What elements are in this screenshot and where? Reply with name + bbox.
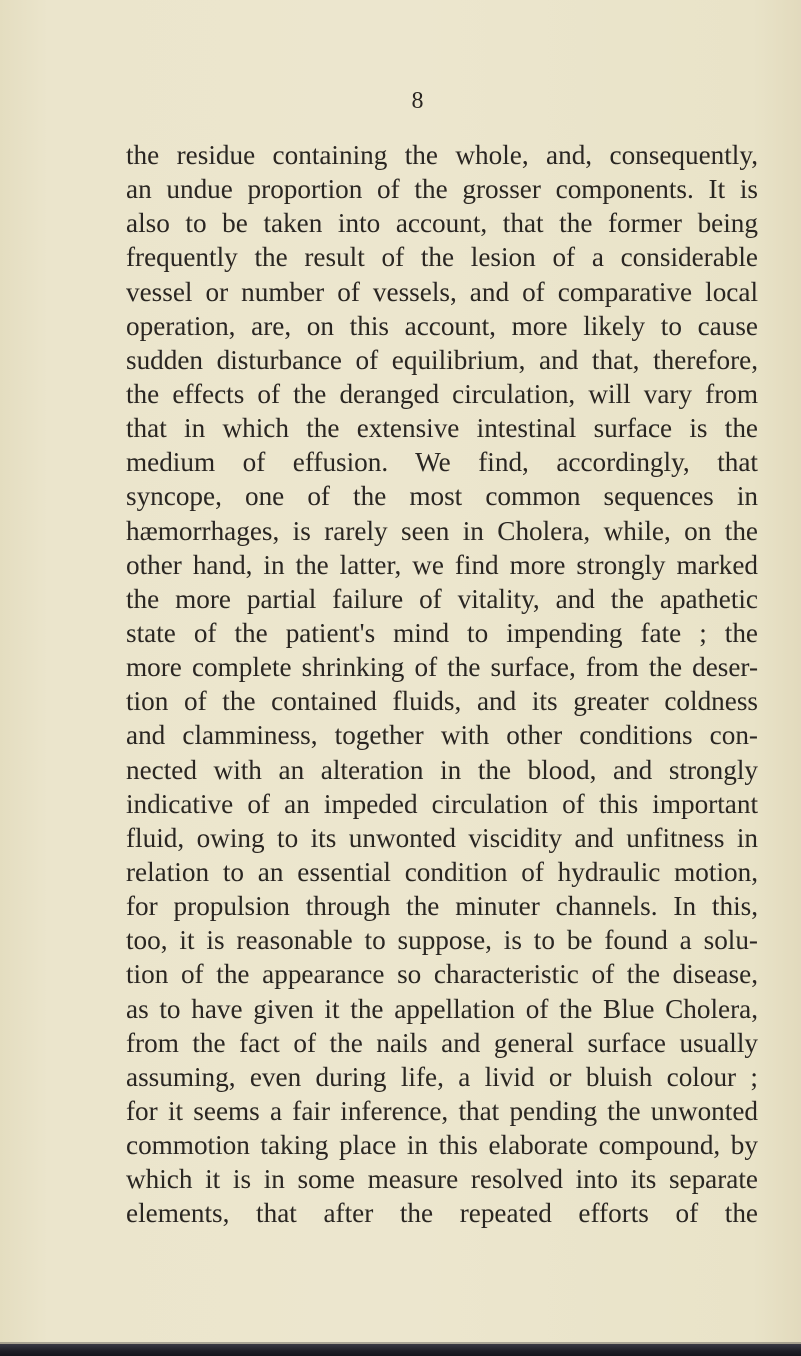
text-line: an undue proportion of the grosser components. It is <box>126 174 758 205</box>
text-line: which it is in some measure resolved into its separate <box>126 1164 758 1195</box>
text-line: elements, that after the repeated efforts of the <box>126 1198 758 1229</box>
text-line: more complete shrinking of the surface, from the deser- <box>126 652 758 683</box>
text-line: from the fact of the nails and general surface usually <box>126 1027 758 1058</box>
text-line: syncope, one of the most common sequences in <box>126 481 758 512</box>
text-line: as to have given it the appellation of the Blue Cholera, <box>126 993 758 1024</box>
text-line: nected with an alteration in the blood, and strongly <box>126 754 758 785</box>
text-line: for it seems a fair inference, that pending the unwonted <box>126 1095 758 1126</box>
body-text <box>126 138 758 1231</box>
text-line: other hand, in the latter, we find more strongly marked <box>126 549 758 580</box>
text-line: the more partial failure of vitality, and the apathetic <box>126 583 758 614</box>
scanner-bottom-edge <box>0 1344 801 1356</box>
text-line: for propulsion through the minuter channels. In this, <box>126 891 758 922</box>
text-line: state of the patient's mind to impending fate ; the <box>126 617 758 648</box>
text-line: commotion taking place in this elaborate compound, by <box>126 1130 758 1161</box>
text-line: assuming, even during life, a livid or bluish colour ; <box>126 1061 758 1092</box>
text-line: tion of the appearance so characteristic of the disease, <box>126 959 758 990</box>
text-line: fluid, owing to its unwonted viscidity and unfitness in <box>126 822 758 853</box>
text-line: also to be taken into account, that the former being <box>126 208 758 239</box>
text-line: indicative of an impeded circulation of this important <box>126 788 758 819</box>
page-number: 8 <box>411 88 424 114</box>
text-line: that in which the extensive intestinal surface is the <box>126 413 758 444</box>
text-line: medium of effusion. We find, accordingly, that <box>126 447 758 478</box>
text-line: operation, are, on this account, more likely to cause <box>126 310 758 341</box>
text-line: too, it is reasonable to suppose, is to be found a solu- <box>126 925 758 956</box>
text-line: frequently the result of the lesion of a considerable <box>126 242 758 273</box>
text-line: relation to an essential condition of hydraulic motion, <box>126 856 758 887</box>
text-line: the effects of the deranged circulation, will vary from <box>126 378 758 409</box>
text-line: the residue containing the whole, and, consequently, <box>126 140 758 170</box>
text-line: tion of the contained fluids, and its greater coldness <box>126 686 758 717</box>
text-line: hæmorrhages, is rarely seen in Cholera, while, on the <box>126 515 758 546</box>
text-line: sudden disturbance of equilibrium, and that, therefore, <box>126 344 758 375</box>
text-line: and clamminess, together with other conditions con- <box>126 720 758 751</box>
text-line: vessel or number of vessels, and of comparative local <box>126 276 758 307</box>
